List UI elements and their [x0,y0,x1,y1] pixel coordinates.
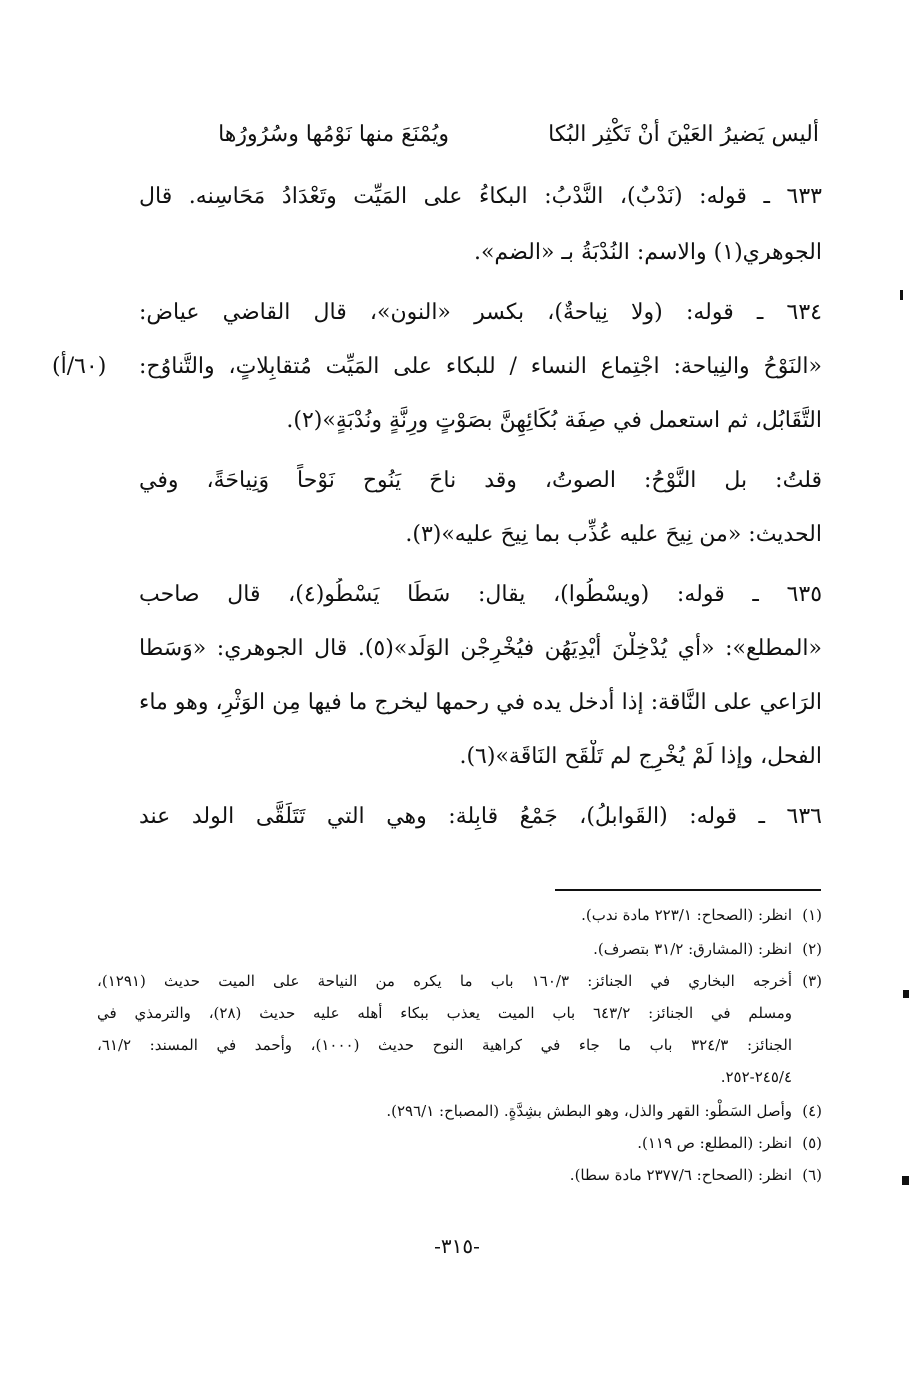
paragraph-qultu-line-1: قلتُ: بل النَّوْحُ: الصوتُ، وقد ناحَ يَنُوح نَوْحاً وَنِياحَةً، وفي [139,468,822,493]
scan-speck [900,290,903,300]
footnote-3 [97,968,822,995]
paragraph-635-line-2: «المطلع»: «أي يُدْخِلْنَ أيْدِيَهُن فيُخْرِجْن الوَلَد»(٥). قال الجوهري: «وَسَطا [139,636,822,661]
footnote-text: انظر: (الصحاح: ٢٢٣/١ مادة ندب). [581,906,792,924]
verse-hemistich-left: ويُمْنَعَ منها نَوْمُها وسُرُورُها [218,122,449,147]
footnote-number: (٤) [802,1102,822,1120]
footnote-3-line-4: ٢٤٥/٤-٢٥٢. [720,1068,792,1086]
paragraph-634-line-2: «النَوْحُ والنِياحة: اجْتِماع النساء / للبكاء على المَيِّت مُتقابِلاتٍ، والتَّناوُح: [139,354,822,379]
footnote-number: (٢) [802,940,822,958]
footnote-separator [555,889,821,891]
footnote-text: أخرجه البخاري في الجنائز: ١٦٠/٣ باب ما يكره من النياحة على الميت حديث (١٢٩١)، [97,972,792,990]
footnote-6 [97,1162,822,1189]
footnote-text: انظر: (الصحاح: ٢٣٧٧/٦ مادة سطا). [569,1166,792,1184]
footnote-4 [97,1098,822,1125]
footnote-text: انظر: (المطلع: ص ١١٩). [637,1134,792,1152]
paragraph-635-line-3: الرَاعي على النَّاقة: إذا أدخل يده في رحمها ليخرج ما فيها مِن الوَثْرِ، وهو ماء [139,690,822,715]
footnote-number: (١) [802,906,822,924]
paragraph-qultu-line-2: الحديث: «من نِيحَ عليه عُذِّب بما نِيحَ عليه»(٣). [405,522,822,547]
footnote-text: وأصل السَطْو: القهر والذل، وهو البطش بشِدَّةٍ. (المصباح: ٢٩٦/١). [386,1102,792,1120]
folio-margin-note: (٦٠/أ) [52,354,107,379]
paragraph-633-line-2: الجوهري(١) والاسم: النُدْبَةُ بـ «الضم». [473,240,822,265]
footnote-text: انظر: (المشارق: ٣١/٢ بتصرف). [593,940,792,958]
page-number: -٣١٥- [434,1234,480,1258]
footnote-3-line-3: الجنائز: ٣٢٤/٣ باب ما جاء في كراهية النوح حديث (١٠٠٠)، وأحمد في المسند: ٦١/٢، [97,1036,792,1054]
footnote-3-line-2: ومسلم في الجنائز: ٦٤٣/٢ باب الميت يعذب ببكاء أهله عليه حديث (٢٨)، والترمذي في [97,1004,792,1022]
paragraph-634-line-1: ٦٣٤ ـ قوله: (ولا نِياحةٌ)، بكسر «النون»، قال القاضي عياض: [139,300,822,325]
footnote-1 [97,902,822,929]
verse-hemistich-right: أليس يَضيرُ العَيْنَ أنْ تَكْثِر البُكا [548,122,819,147]
footnote-2 [97,936,822,963]
paragraph-633-line-1: ٦٣٣ ـ قوله: (نَدْبٌ)، النَّدْبُ: البكاءُ على المَيِّت وتَعْدَادُ مَحَاسِنه. قال [139,184,822,209]
footnote-number: (٦) [802,1166,822,1184]
footnote-5 [97,1130,822,1157]
footnote-number: (٥) [802,1134,822,1152]
paragraph-634-line-3: التَّقَابُل، ثم استعمل في صِفَة بُكَائِهِنَّ بصَوْتٍ ورِنَّةٍ ونُدْبَةٍ»(٢). [286,408,822,433]
scan-speck [903,990,909,998]
paragraph-635-line-4: الفحل، وإذا لَمْ يُخْرِج لم تَلْقَح النَاقَة»(٦). [459,744,822,769]
paragraph-636-line-1: ٦٣٦ ـ قوله: (القَوابلُ)، جَمْعُ قابِلة: وهي التي تَتَلَقَّى الولد عند [139,804,822,829]
paragraph-635-line-1: ٦٣٥ ـ قوله: (ويسْطُوا)، يقال: سَطَا يَسْطُو(٤)، قال صاحب [139,582,822,607]
footnote-number: (٣) [802,972,822,990]
scan-speck [902,1176,909,1185]
